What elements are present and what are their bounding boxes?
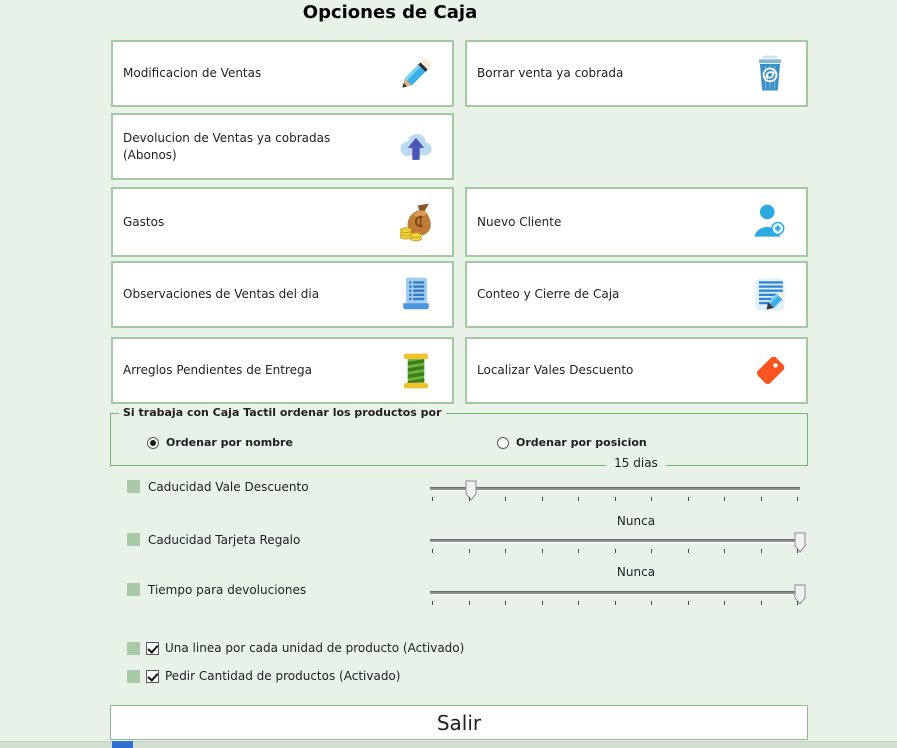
button-label: Nuevo Cliente (477, 214, 562, 229)
button-label: Gastos (123, 214, 165, 229)
radio-label: Ordenar por posicion (516, 436, 647, 449)
radio-icon[interactable] (497, 437, 509, 449)
radio-ordenar-por-nombre[interactable] (147, 436, 293, 449)
add-user-icon (748, 200, 792, 244)
marker-square-icon (127, 670, 140, 683)
page-title: Opciones de Caja (302, 2, 478, 23)
checkbox-label: Pedir Cantidad de productos (Activado) (165, 669, 401, 683)
radio-label: Ordenar por nombre (166, 436, 293, 449)
slider-ticks (432, 549, 798, 554)
modificacion-de-ventas-button[interactable] (111, 40, 454, 107)
gastos-button[interactable] (111, 187, 454, 257)
conteo-cierre-caja-button[interactable] (465, 261, 808, 328)
caducidad-vale-descuento-slider[interactable] (430, 487, 800, 491)
marker-square-icon (127, 533, 140, 546)
localizar-vales-button[interactable] (465, 337, 808, 404)
checkbox-icon[interactable] (146, 670, 159, 683)
slider-value-label: Nunca (536, 565, 736, 579)
slider-label: Caducidad Vale Descuento (148, 480, 309, 494)
slider-value-label: Nunca (536, 514, 736, 528)
document-list-icon (394, 273, 438, 317)
bottom-window-edge (0, 741, 897, 748)
caducidad-tarjeta-regalo-slider[interactable] (430, 539, 800, 543)
radio-ordenar-por-posicion[interactable] (497, 436, 647, 449)
marker-square-icon (127, 480, 140, 493)
marker-square-icon (127, 642, 140, 655)
salir-button-label: Salir (436, 710, 482, 735)
checkbox-pedir-cantidad[interactable] (127, 669, 400, 683)
money-bag-icon (394, 200, 438, 244)
radio-icon[interactable] (147, 437, 159, 449)
slider-value-label: 15 dias (536, 456, 736, 470)
slider-ticks (432, 601, 798, 606)
nuevo-cliente-button[interactable] (465, 187, 808, 257)
marker-square-icon (127, 583, 140, 596)
button-label: Modificacion de Ventas (123, 66, 262, 81)
bottom-blue-window-edge (112, 741, 133, 748)
slider-ticks (432, 497, 798, 502)
checkbox-icon[interactable] (146, 642, 159, 655)
button-label: Devolucion de Ventas ya cobradas (Abonos) (123, 131, 331, 162)
slider-label: Caducidad Tarjeta Regalo (148, 533, 301, 547)
pencil-icon (394, 52, 438, 96)
observaciones-ventas-button[interactable] (111, 261, 454, 328)
checkbox-label: Una linea por cada unidad de producto (Activado) (165, 641, 465, 655)
thread-spool-icon (394, 349, 438, 393)
button-label: Arreglos Pendientes de Entrega (123, 363, 312, 378)
slider-label: Tiempo para devoluciones (148, 583, 307, 597)
button-label: Localizar Vales Descuento (477, 363, 634, 378)
tag-icon (748, 349, 792, 393)
arreglos-pendientes-button[interactable] (111, 337, 454, 404)
salir-button[interactable] (110, 705, 808, 740)
cloud-upload-icon (394, 125, 438, 169)
borrar-venta-button[interactable] (465, 40, 808, 107)
button-label: Observaciones de Ventas del dia (123, 287, 320, 302)
groupbox-legend: Si trabaja con Caja Tactil ordenar los productos por (119, 406, 446, 419)
button-label: Conteo y Cierre de Caja (477, 287, 620, 302)
button-label: Borrar venta ya cobrada (477, 66, 624, 81)
tiempo-devoluciones-slider[interactable] (430, 591, 800, 595)
document-edit-icon (748, 273, 792, 317)
trash-recycle-icon (748, 52, 792, 96)
checkbox-una-linea[interactable] (127, 641, 464, 655)
devolucion-ventas-button[interactable] (111, 113, 454, 180)
